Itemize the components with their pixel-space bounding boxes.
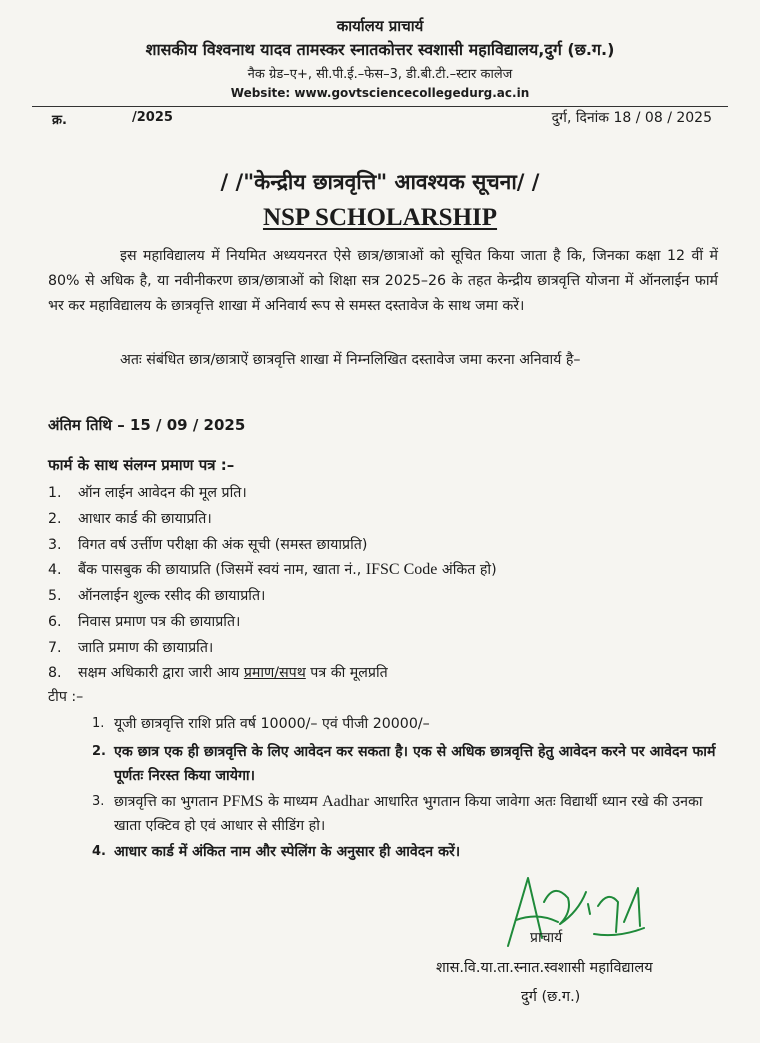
note-item [92, 840, 732, 864]
item-text: जाति प्रमाण की छायाप्रति। [78, 640, 214, 656]
note-text [114, 790, 734, 838]
reference-number: /2025 [132, 110, 173, 125]
attachments-heading: फार्म के साथ संलग्न प्रमाण पत्र :– [48, 456, 235, 474]
document-item [48, 586, 265, 605]
accreditation-line: नैक ग्रेड–ए+, सी.पी.ई.–फेस–3, डी.बी.टी.–स्टार कालेज [247, 67, 513, 82]
item-text: विगत वर्ष उर्त्तीण परीक्षा की अंक सूची (समस्त छायाप्रति) [78, 537, 368, 553]
document-item [48, 535, 367, 554]
item-text: आधार कार्ड की छायाप्रति। [78, 511, 212, 527]
note-item [92, 790, 732, 838]
item-text: ऑनलाईन शुल्क रसीद की छायाप्रति। [78, 588, 266, 604]
pfms-text: PFMS [222, 793, 264, 810]
item-number: 2. [48, 511, 62, 527]
note-text-part: आधारित भुगतान किया जावेगा अतः विद्यार्थी ध्यान रखे की उनका खाता एक्टिव हो एवं आधार से सीडिंग हो। [114, 794, 703, 834]
item-number: 1. [48, 485, 62, 501]
item-text: बैंक पासबुक की छायाप्रति (जिसमें स्वयं नाम, खाता नं., [78, 562, 366, 578]
document-item [48, 483, 247, 502]
aadhar-text: Aadhar [322, 793, 370, 810]
item-number: 4. [48, 562, 62, 578]
office-heading: कार्यालय प्राचार्य [336, 17, 424, 35]
note-text: आधार कार्ड में अंकित नाम और स्पेलिंग के अनुसार ही आवेदन करें। [114, 844, 461, 860]
notice-title-hindi: / /"केन्द्रीय छात्रवृत्ति" आवश्यक सूचना/ / [220, 170, 540, 194]
document-item [48, 663, 388, 682]
header-divider [32, 106, 728, 107]
item-number: 5. [48, 588, 62, 604]
signatory-designation: प्राचार्य [530, 930, 563, 946]
note-number: 2. [92, 744, 106, 759]
ifsc-code-text: IFSC Code [365, 561, 438, 578]
item-number: 3. [48, 537, 62, 553]
item-number: 8. [48, 665, 62, 681]
document-item [48, 509, 212, 528]
document-item [48, 560, 497, 579]
note-text: एक छात्र एक ही छात्रवृत्ति के लिए आवेदन कर सकता है। एक से अधिक छात्रवृत्ति हेतु आवेदन करने पर आवेदन फार्म पूर्णतः निरस्त किया जायेगा। [114, 744, 716, 784]
reference-label: क्र. [52, 113, 67, 128]
notice-date: दुर्ग, दिनांक 18 / 08 / 2025 [551, 110, 712, 126]
item-text: निवास प्रमाण पत्र की छायाप्रति। [78, 614, 241, 630]
note-text: यूजी छात्रवृत्ति राशि प्रति वर्ष 10000/– एवं पीजी 20000/– [114, 716, 430, 732]
signatory-institution: शास.वि.या.ता.स्नात.स्वशासी महाविद्यालय [436, 960, 653, 976]
note-item [92, 712, 732, 736]
note-item [92, 740, 732, 788]
tip-label: टीप :– [48, 689, 84, 705]
item-text: अंकित हो) [437, 562, 497, 578]
item-text: पत्र की मूलप्रति [305, 665, 388, 681]
requirement-paragraph: अतः संबंधित छात्र/छात्राऐं छात्रवृत्ति शाखा में निम्नलिखित दस्तावेज जमा करना अनिवार्य है– [120, 352, 581, 368]
college-name: शासकीय विश्वनाथ यादव तामस्कर स्नातकोत्तर स्वशासी महाविद्यालय,दुर्ग (छ.ग.) [145, 40, 615, 59]
notice-title-english: NSP SCHOLARSHIP [262, 204, 498, 231]
item-number: 7. [48, 640, 62, 656]
signatory-city: दुर्ग (छ.ग.) [521, 989, 581, 1005]
document-item [48, 612, 240, 631]
note-number: 4. [92, 844, 106, 859]
note-number: 1. [92, 716, 105, 731]
signature-mark [498, 872, 658, 952]
note-text-part: के माध्यम [263, 794, 323, 810]
website-line: Website: www.govtsciencecollegedurg.ac.in [230, 86, 530, 100]
deadline: अंतिम तिथि – 15 / 09 / 2025 [48, 416, 246, 434]
item-text: सक्षम अधिकारी द्वारा जारी आय [78, 665, 244, 681]
intro-paragraph: इस महाविद्यालय में नियमित अध्ययनरत ऐसे छात्र/छात्राओं को सूचित किया जाता है कि, जिनका कक्षा 12 वीं में 80% से अधिक है, या नवीनीकरण छात्र/छात्राओं को शिक्षा सत्र 2025–26 के तहत केन्द्रीय छात्रवृत्ति योजना में ऑनलाईन फार्म भर कर महाविद्यालय के छात्रवृत्ति शाखा में अनिवार्य रूप से समस्त दस्तावेज के साथ जमा करें। [48, 248, 718, 314]
item-text: ऑन लाईन आवेदन की मूल प्रति। [78, 485, 247, 501]
item-text-underlined: प्रमाण/सपथ [243, 665, 306, 681]
item-number: 6. [48, 614, 62, 630]
document-item [48, 638, 213, 657]
note-number: 3. [92, 794, 105, 809]
note-text-part: छात्रवृत्ति का भुगतान [114, 794, 223, 810]
